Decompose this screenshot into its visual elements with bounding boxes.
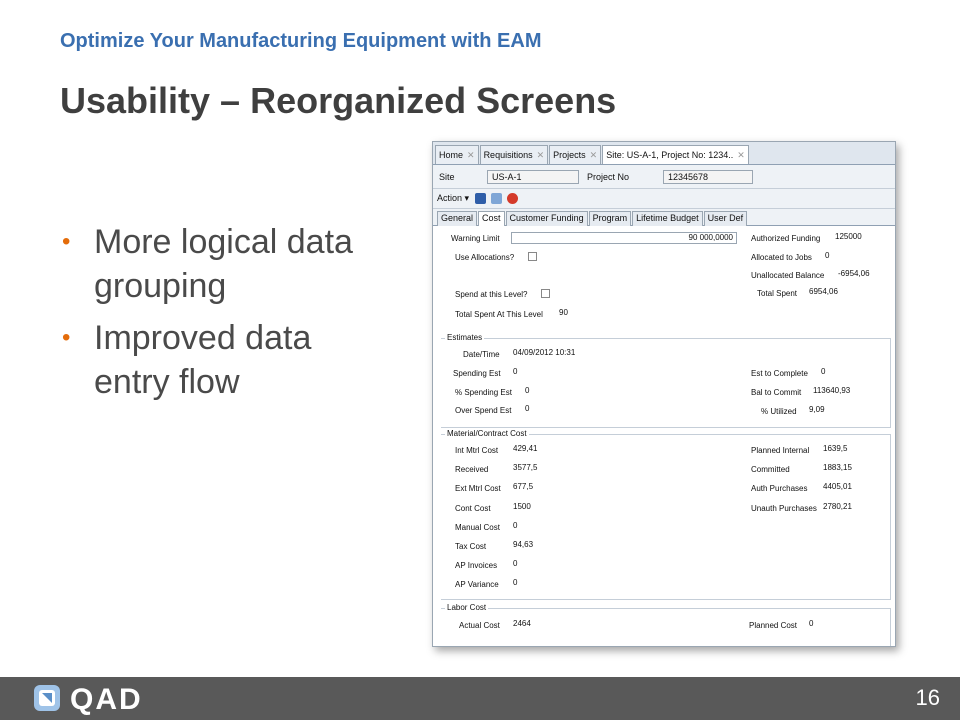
tab-projects[interactable]: Projects ✕ bbox=[549, 145, 601, 164]
spend-at-level-checkbox[interactable] bbox=[541, 289, 550, 298]
allocated-to-jobs-label: Allocated to Jobs bbox=[751, 253, 812, 262]
unallocated-balance-value: -6954,06 bbox=[838, 269, 870, 278]
labor-cost-group-label: Labor Cost bbox=[447, 603, 487, 612]
over-spend-est-value: 0 bbox=[525, 404, 530, 413]
bullet-item: • More logical data grouping bbox=[62, 220, 392, 308]
material-field-value: 0 bbox=[513, 578, 518, 588]
qad-brand-text: QAD bbox=[70, 683, 143, 716]
site-field[interactable]: US-A-1 bbox=[487, 170, 579, 184]
material-field-value: 0 bbox=[513, 559, 518, 569]
material-field-label: Auth Purchases bbox=[751, 484, 808, 494]
slide-title: Usability – Reorganized Screens bbox=[60, 80, 617, 121]
cancel-icon[interactable] bbox=[507, 193, 518, 204]
document-tabs bbox=[433, 142, 895, 165]
close-icon[interactable]: ✕ bbox=[737, 149, 745, 160]
bullet-dot-icon: • bbox=[62, 228, 71, 255]
tab-program[interactable]: Program bbox=[589, 211, 632, 226]
planned-cost-label: Planned Cost bbox=[749, 621, 798, 630]
material-field-label: Planned Internal bbox=[751, 446, 810, 455]
undo-icon[interactable] bbox=[491, 193, 502, 204]
tab-site-project[interactable]: Site: US-A-1, Project No: 1234.. ✕ bbox=[602, 145, 749, 164]
tab-general[interactable]: General bbox=[437, 211, 477, 226]
material-field-value: 94,63 bbox=[513, 540, 534, 549]
material-field-label: Ext Mtrl Cost bbox=[455, 484, 501, 494]
app-screenshot bbox=[432, 141, 896, 647]
authorized-funding-label: Authorized Funding bbox=[751, 234, 821, 243]
est-to-complete-label: Est to Complete bbox=[751, 369, 808, 378]
use-allocations-label: Use Allocations? bbox=[455, 253, 515, 262]
material-field-value: 1639,5 bbox=[823, 444, 848, 453]
material-field-label: AP Invoices bbox=[455, 561, 498, 571]
toolbar bbox=[433, 189, 895, 209]
total-spent-level-label: Total Spent At This Level bbox=[455, 310, 543, 319]
project-label: Project No bbox=[587, 171, 630, 182]
total-spent-label: Total Spent bbox=[757, 289, 798, 298]
material-field-label: Cont Cost bbox=[455, 503, 491, 513]
material-field-value: 1883,15 bbox=[823, 463, 852, 473]
tab-user-def[interactable]: User Def bbox=[704, 211, 748, 226]
date-time-value: 04/09/2012 10:31 bbox=[513, 348, 576, 357]
bullet-dot-icon: • bbox=[62, 324, 71, 351]
slide-subtitle: Optimize Your Manufacturing Equipment with EAM bbox=[60, 30, 542, 52]
material-field-label: Unauth Purchases bbox=[751, 503, 817, 513]
material-field-label: Manual Cost bbox=[455, 522, 500, 532]
actual-cost-value: 2464 bbox=[513, 619, 531, 628]
tab-lifetime-budget[interactable]: Lifetime Budget bbox=[632, 211, 703, 226]
planned-cost-value: 0 bbox=[809, 619, 814, 628]
unallocated-balance-label: Unallocated Balance bbox=[751, 271, 825, 280]
pct-spending-est-label: % Spending Est bbox=[455, 388, 512, 397]
labor-cost-group bbox=[441, 608, 891, 647]
use-allocations-checkbox[interactable] bbox=[528, 252, 537, 261]
material-cost-group-label: Material/Contract Cost bbox=[447, 429, 527, 438]
spend-at-level-label: Spend at this Level? bbox=[455, 290, 528, 299]
authorized-funding-value: 125000 bbox=[835, 232, 862, 241]
spending-est-value: 0 bbox=[513, 367, 518, 376]
close-icon[interactable]: ✕ bbox=[536, 149, 545, 160]
material-field-value: 2780,21 bbox=[823, 501, 852, 511]
material-field-value: 4405,01 bbox=[823, 482, 852, 492]
tab-home[interactable]: Home ✕ bbox=[435, 145, 479, 164]
pct-utilized-label: % Utilized bbox=[761, 407, 797, 416]
tab-requisitions[interactable]: Requisitions ✕ bbox=[480, 145, 549, 164]
close-icon[interactable]: ✕ bbox=[589, 149, 598, 160]
site-label: Site bbox=[439, 171, 455, 182]
tab-cost[interactable]: Cost bbox=[478, 211, 505, 226]
save-icon[interactable] bbox=[475, 193, 486, 204]
material-field-label: Int Mtrl Cost bbox=[455, 446, 499, 455]
bal-to-commit-value: 113640,93 bbox=[813, 386, 851, 395]
total-spent-level-value: 90 bbox=[559, 308, 568, 317]
spending-est-label: Spending Est bbox=[453, 369, 501, 378]
material-field-label: Received bbox=[455, 465, 489, 475]
close-icon[interactable]: ✕ bbox=[467, 149, 475, 160]
material-field-value: 3577,5 bbox=[513, 463, 538, 473]
material-field-label: Committed bbox=[751, 465, 790, 475]
bullet-item: • Improved data entry flow bbox=[62, 316, 392, 404]
material-field-value: 429,41 bbox=[513, 444, 538, 453]
pct-spending-est-value: 0 bbox=[525, 386, 530, 395]
warning-limit-label: Warning Limit bbox=[451, 234, 500, 243]
over-spend-est-label: Over Spend Est bbox=[455, 406, 512, 415]
site-row bbox=[433, 165, 895, 189]
detail-tabs bbox=[433, 209, 895, 226]
project-field[interactable]: 12345678 bbox=[663, 170, 753, 184]
material-field-value: 677,5 bbox=[513, 482, 534, 492]
date-time-label: Date/Time bbox=[463, 350, 500, 359]
material-cost-group bbox=[441, 434, 891, 600]
bal-to-commit-label: Bal to Commit bbox=[751, 388, 802, 397]
allocated-to-jobs-value: 0 bbox=[825, 251, 830, 260]
action-menu[interactable]: Action ▾ bbox=[437, 193, 470, 203]
est-to-complete-value: 0 bbox=[821, 367, 826, 376]
tab-customer-funding[interactable]: Customer Funding bbox=[506, 211, 588, 226]
bullet-list bbox=[62, 220, 392, 412]
total-spent-value: 6954,06 bbox=[809, 287, 838, 296]
page-number: 16 bbox=[915, 685, 940, 710]
material-field-label: Tax Cost bbox=[455, 542, 487, 551]
footer-bar bbox=[0, 677, 960, 720]
estimates-group-label: Estimates bbox=[447, 333, 483, 342]
material-field-value: 1500 bbox=[513, 501, 531, 511]
qad-logo-icon bbox=[32, 683, 62, 713]
pct-utilized-value: 9,09 bbox=[809, 405, 825, 414]
material-field-value: 0 bbox=[513, 520, 518, 530]
actual-cost-label: Actual Cost bbox=[459, 621, 500, 630]
warning-limit-input[interactable]: 90 000,0000 bbox=[511, 232, 737, 244]
material-field-label: AP Variance bbox=[455, 580, 499, 590]
